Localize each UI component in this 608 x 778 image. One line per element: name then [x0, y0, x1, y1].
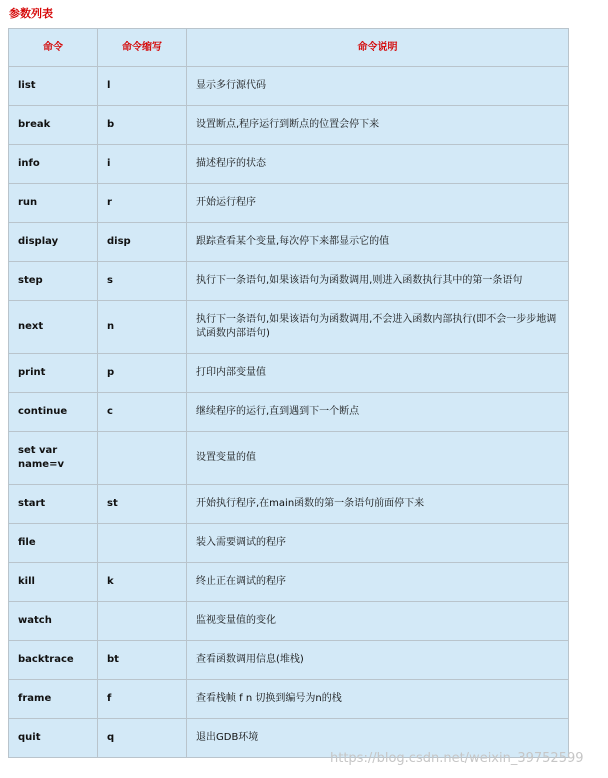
table-row — [9, 184, 569, 223]
cell-abbreviation: r — [98, 184, 187, 223]
table-row — [9, 680, 569, 719]
cell-command: set var name=v — [9, 432, 98, 485]
cell-description: 执行下一条语句,如果该语句为函数调用,不会进入函数内部执行(即不会一步步地调试函数内部语句) — [187, 301, 569, 354]
table-row — [9, 432, 569, 485]
cell-command: start — [9, 485, 98, 524]
table-row — [9, 393, 569, 432]
cell-description: 装入需要调试的程序 — [187, 524, 569, 563]
cell-description: 显示多行源代码 — [187, 67, 569, 106]
cell-command: continue — [9, 393, 98, 432]
table-row — [9, 524, 569, 563]
cell-abbreviation — [98, 602, 187, 641]
cell-description: 查看函数调用信息(堆栈) — [187, 641, 569, 680]
table-row — [9, 563, 569, 602]
cell-description: 终止正在调试的程序 — [187, 563, 569, 602]
header-command: 命令 — [9, 29, 98, 67]
cell-description: 描述程序的状态 — [187, 145, 569, 184]
table-row — [9, 106, 569, 145]
cell-command: next — [9, 301, 98, 354]
cell-description: 查看栈帧 f n 切换到编号为n的栈 — [187, 680, 569, 719]
cell-abbreviation: bt — [98, 641, 187, 680]
table-row — [9, 641, 569, 680]
header-description: 命令说明 — [187, 29, 569, 67]
cell-abbreviation — [98, 432, 187, 485]
cell-abbreviation: n — [98, 301, 187, 354]
cell-command: run — [9, 184, 98, 223]
cell-abbreviation: l — [98, 67, 187, 106]
cell-command: info — [9, 145, 98, 184]
cell-description: 跟踪查看某个变量,每次停下来都显示它的值 — [187, 223, 569, 262]
table-row — [9, 301, 569, 354]
cell-description: 设置变量的值 — [187, 432, 569, 485]
table-row — [9, 485, 569, 524]
cell-abbreviation: c — [98, 393, 187, 432]
cell-description: 开始执行程序,在main函数的第一条语句前面停下来 — [187, 485, 569, 524]
cell-command: break — [9, 106, 98, 145]
header-abbreviation: 命令缩写 — [98, 29, 187, 67]
page-title: 参数列表 — [9, 7, 53, 20]
cell-command: print — [9, 354, 98, 393]
command-table — [8, 28, 569, 758]
cell-description: 打印内部变量值 — [187, 354, 569, 393]
cell-abbreviation: st — [98, 485, 187, 524]
cell-description: 执行下一条语句,如果该语句为函数调用,则进入函数执行其中的第一条语句 — [187, 262, 569, 301]
cell-command: watch — [9, 602, 98, 641]
cell-command: file — [9, 524, 98, 563]
cell-command: frame — [9, 680, 98, 719]
watermark: https://blog.csdn.net/weixin_39752599 — [330, 751, 584, 766]
table-row — [9, 223, 569, 262]
cell-command: list — [9, 67, 98, 106]
cell-abbreviation — [98, 524, 187, 563]
table-row — [9, 354, 569, 393]
cell-description: 监视变量值的变化 — [187, 602, 569, 641]
cell-abbreviation: b — [98, 106, 187, 145]
table-row — [9, 145, 569, 184]
table-row — [9, 602, 569, 641]
cell-abbreviation: k — [98, 563, 187, 602]
cell-abbreviation: p — [98, 354, 187, 393]
table-header-row — [9, 29, 569, 67]
cell-command: backtrace — [9, 641, 98, 680]
cell-abbreviation: f — [98, 680, 187, 719]
cell-command: step — [9, 262, 98, 301]
cell-description: 退出GDB环境 — [187, 719, 569, 758]
cell-description: 设置断点,程序运行到断点的位置会停下来 — [187, 106, 569, 145]
cell-abbreviation: q — [98, 719, 187, 758]
cell-description: 继续程序的运行,直到遇到下一个断点 — [187, 393, 569, 432]
cell-abbreviation: s — [98, 262, 187, 301]
cell-abbreviation: disp — [98, 223, 187, 262]
table-row — [9, 262, 569, 301]
table-row — [9, 67, 569, 106]
cell-abbreviation: i — [98, 145, 187, 184]
cell-command: display — [9, 223, 98, 262]
cell-command: kill — [9, 563, 98, 602]
cell-command: quit — [9, 719, 98, 758]
cell-description: 开始运行程序 — [187, 184, 569, 223]
